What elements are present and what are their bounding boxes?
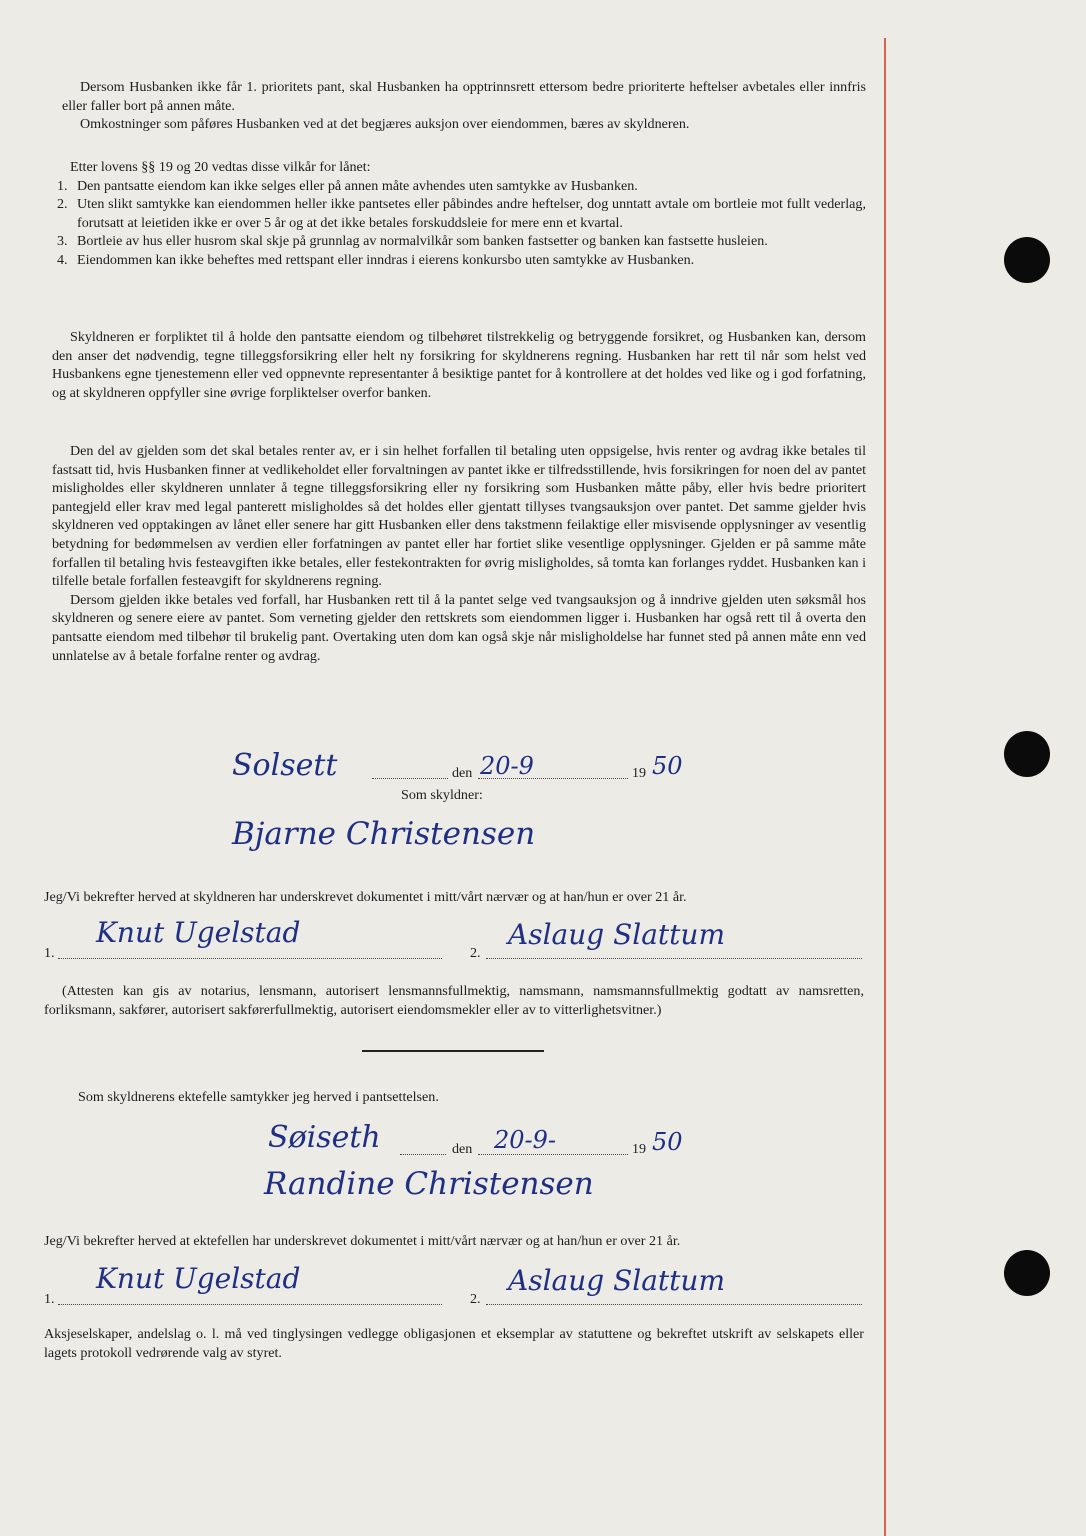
handwritten-place: Solsett bbox=[232, 748, 338, 783]
dotted-line bbox=[58, 958, 442, 959]
condition-item: 1. Den pantsatte eiendom kan ikke selges eller på annen måte avhendes uten samtykke av Husbanken. bbox=[57, 177, 638, 194]
dotted-line bbox=[400, 1154, 446, 1155]
conditions-section bbox=[52, 158, 866, 270]
default-section bbox=[52, 442, 866, 665]
dotted-line bbox=[478, 1154, 628, 1155]
spouse-consent: Som skyldnerens ektefelle samtykker jeg herved i pantsettelsen. bbox=[78, 1089, 439, 1105]
footer-note: Aksjeselskaper, andelslag o. l. må ved tinglysingen vedlegge obligasjonen et eksemplar av statuttene og bekreftet utskrift av selskapets eller lagets protokoll vedrørende valg av styret. bbox=[44, 1326, 864, 1361]
handwritten-date: 20-9 bbox=[480, 752, 534, 780]
debtor-label: Som skyldner: bbox=[401, 787, 483, 803]
debtor-signature: Bjarne Christensen bbox=[232, 816, 536, 852]
dotted-line bbox=[486, 1304, 862, 1305]
dotted-line bbox=[372, 778, 448, 779]
witness-statement: Jeg/Vi bekrefter herved at skyldneren har underskrevet dokumentet i mitt/vårt nærvær og at han/hun er over 21 år. bbox=[44, 889, 687, 905]
witness-number: 2. bbox=[470, 1291, 481, 1307]
default-paragraph-auction: Dersom gjelden ikke betales ved forfall, har Husbanken rett til å la pantet selge ved tvangsauksjon og å inndrive gjelden uten søksmål hos skyldneren og senere eiere av pantet. Som verneting gjelder den rettskrets som eiendommen ligger i. Husbanken har også rett til å overta den pantsatte eiendom med tilbehør til brukelig pant. Overtaking uten dom kan også skje når misligholdelse har funnet sted på annen måte enn ved unnlatelse av å betale forfalne renter og avdrag. bbox=[52, 591, 866, 664]
handwritten-year: 50 bbox=[652, 1128, 683, 1156]
witness-signature: Aslaug Slattum bbox=[508, 1264, 726, 1297]
punch-hole bbox=[1004, 1250, 1050, 1296]
spouse-signature: Randine Christensen bbox=[264, 1166, 594, 1202]
year-prefix: 19 bbox=[632, 1141, 647, 1157]
year-prefix: 19 bbox=[632, 765, 647, 781]
witness-signature: Knut Ugelstad bbox=[96, 1262, 301, 1295]
den-label: den bbox=[452, 765, 473, 781]
attest-note: (Attesten kan gis av notarius, lensmann, autorisert lensmannsfullmektig, namsmann, namsmannsfullmektig godtatt av namsretten, forliksmann, sakfører, autorisert sakførerfullmektig, autorisert eiendomsmekler eller av to vitterlighetsvitner.) bbox=[44, 983, 864, 1018]
condition-item: 3. Bortleie av hus eller husrom skal skje på grunnlag av normalvilkår som banken fastsetter og banken kan fastsette husleien. bbox=[57, 233, 768, 250]
insurance-paragraph: Skyldneren er forpliktet til å holde den pantsatte eiendom og tilbehøret tilstrekkelig og betryggende forsikret, og Husbanken kan, dersom den anser det nødvendig, tegne tilleggsforsikring eller helt ny forsikring for skyldnerens regning. Husbanken har rett til når som helst ved Husbankens egne tjenestemenn eller ved oppnevnte representanter å besiktige pantet for å kontrollere at det holdes ved like og i god forfatning, og at skyldneren oppfyller sine øvrige forpliktelser overfor banken. bbox=[52, 329, 866, 401]
witness-signature: Knut Ugelstad bbox=[96, 916, 301, 949]
dotted-line bbox=[486, 958, 862, 959]
conditions-heading: Etter lovens §§ 19 og 20 vedtas disse vilkår for lånet: bbox=[70, 159, 371, 175]
insurance-section bbox=[52, 328, 866, 402]
default-paragraph-due: Den del av gjelden som det skal betales renter av, er i sin helhet forfallen til betaling uten oppsigelse, hvis renter og avdrag ikke betales til fastsatt tid, hvis Husbanken finner at vedlikeholdet eller forvaltningen av pantet ikke er tilfredsstillende, hvis forsikringen for noen del av pantet misligholdes eller skyldneren unnlater å tegne tilleggsforsikring eller ny forsikring som Husbanken måtte påby, eller hvis bedre prioritert pantegjeld eller krav med legal panterett misligholdes så det holdes eller gjentatt tillyses tvangsauksjon over pantet. Det samme gjelder hvis skyldneren ved opptakingen av lånet eller senere har gitt Husbanken eller dens takstmenn feilaktige eller misvisende opplysninger av vesentlig betydning for bedømmelsen av verdien eller forfatningen av pantet eller har fortiet slike vesentlige opplysninger. Gjelden er på samme måte forfallen til betaling hvis festeavgiften ikke betales, eller festekontrakten for øvrig misligholdes, så tomta kan forlanges ryddet. Husbanken kan i tilfelle betale forfallen festeavgift for skyldnerens regning. bbox=[52, 443, 866, 590]
conditions-list bbox=[52, 177, 866, 270]
handwritten-date: 20-9- bbox=[494, 1126, 557, 1154]
intro-paragraph-costs: Omkostninger som påføres Husbanken ved at det begjæres auksjon over eiendommen, bæres av skyldneren. bbox=[80, 116, 690, 133]
handwritten-year: 50 bbox=[652, 752, 683, 780]
red-margin-line bbox=[884, 38, 886, 1536]
punch-hole bbox=[1004, 731, 1050, 777]
condition-item: 4. Eiendommen kan ikke beheftes med rettspant eller inndras i eierens konkursbo uten samtykke av Husbanken. bbox=[57, 251, 695, 268]
witness-number: 2. bbox=[470, 945, 481, 961]
section-divider bbox=[362, 1050, 544, 1052]
dotted-line bbox=[478, 778, 628, 779]
intro-section bbox=[62, 78, 866, 134]
witness-statement: Jeg/Vi bekrefter herved at ektefellen har underskrevet dokumentet i mitt/vårt nærvær og at han/hun er over 21 år. bbox=[44, 1233, 681, 1249]
den-label: den bbox=[452, 1141, 473, 1157]
witness-signature: Aslaug Slattum bbox=[508, 918, 726, 951]
condition-item: 2. Uten slikt samtykke kan eiendommen heller ikke pantsetes eller påbindes andre heftelser, dog unntatt avtale om bortleie mot fullt vederlag, forutsatt at leietiden ikke er over 5 år og at det ikke betales forskuddsleie for mere enn et kvartal. bbox=[57, 196, 866, 231]
intro-paragraph-priority: Dersom Husbanken ikke får 1. prioritets pant, skal Husbanken ha opptrinnsrett ettersom bedre prioriterte heftelser avbetales eller innfris eller faller bort på annen måte. bbox=[62, 79, 866, 114]
witness-number: 1. bbox=[44, 945, 55, 961]
witness-number: 1. bbox=[44, 1291, 55, 1307]
dotted-line bbox=[58, 1304, 442, 1305]
handwritten-place: Søiseth bbox=[268, 1120, 381, 1155]
punch-hole bbox=[1004, 237, 1050, 283]
